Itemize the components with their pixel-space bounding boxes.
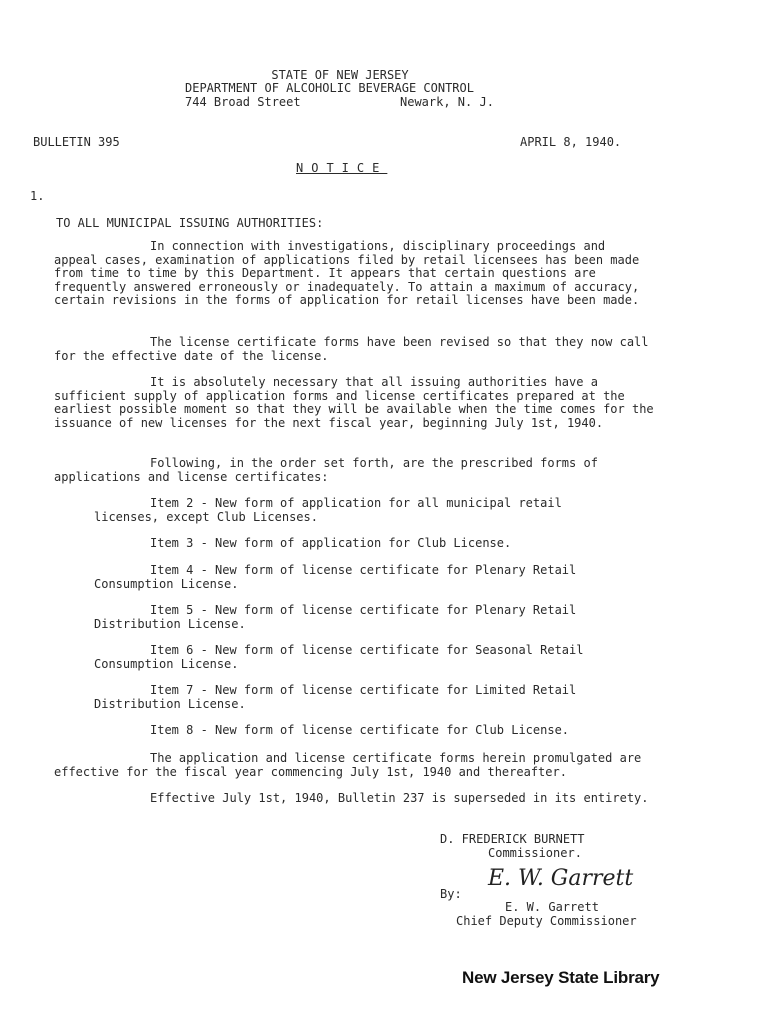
item-8: Item 8 - New form of license certificate for Club License. (150, 723, 570, 737)
item-3: Item 3 - New form of application for Club License. (150, 536, 512, 550)
paragraph-3: It is absolutely necessary that all issuing authorities have a sufficient supply of application forms and license certificates prepared at the earliest possible moment so that they will be available when the time comes for the issuance of new licenses for the next fiscal year, beginning July 1st, 1940. (54, 375, 654, 430)
header-city: Newark, N. J. (400, 95, 494, 109)
deputy-title: Chief Deputy Commissioner (456, 914, 637, 928)
signature-name: D. FREDERICK BURNETT (440, 832, 585, 846)
deputy-name: E. W. Garrett (505, 900, 599, 914)
header-department: DEPARTMENT OF ALCOHOLIC BEVERAGE CONTROL (185, 81, 474, 95)
notice-title: NOTICE (296, 161, 388, 175)
library-stamp: New Jersey State Library (462, 968, 660, 987)
bulletin-date: APRIL 8, 1940. (520, 135, 622, 149)
header-state: STATE OF NEW JERSEY (271, 68, 409, 82)
paragraph-2: The license certificate forms have been revised so that they now call for the effective date of the license. (54, 335, 649, 363)
item-5: Item 5 - New form of license certificate for Plenary Retail Distribution License. (94, 603, 577, 631)
item-7: Item 7 - New form of license certificate for Limited Retail Distribution License. (94, 683, 577, 711)
item-number: 1. (30, 189, 45, 203)
closing-2: Effective July 1st, 1940, Bulletin 237 is superseded in its entirety. (150, 791, 649, 805)
bulletin-number: BULLETIN 395 (33, 135, 120, 149)
paragraph-4: Following, in the order set forth, are the prescribed forms of applications and license certificates: (54, 456, 598, 484)
item-2: Item 2 - New form of application for all municipal retail licenses, except Club Licenses. (94, 496, 562, 524)
header-address: 744 Broad Street (185, 95, 301, 109)
handwritten-signature: E. W. Garrett (488, 866, 634, 891)
closing-1: The application and license certificate forms herein promulgated are effective for the fiscal year commencing July 1st, 1940 and thereafter. (54, 751, 642, 779)
by-label: By: (440, 887, 462, 901)
signature-title: Commissioner. (488, 846, 582, 860)
item-4: Item 4 - New form of license certificate for Plenary Retail Consumption License. (94, 563, 577, 591)
paragraph-1: In connection with investigations, disciplinary proceedings and appeal cases, examination of applications filed by retail licensees has been made from time to time by this Department. It appears that certain questions are frequently answered erroneously or inadequately. To attain a maximum of accuracy, certain revisions in the forms of application for retail licenses have been made. (54, 239, 640, 307)
salutation: TO ALL MUNICIPAL ISSUING AUTHORITIES: (56, 216, 324, 230)
item-6: Item 6 - New form of license certificate for Seasonal Retail Consumption License. (94, 643, 584, 671)
